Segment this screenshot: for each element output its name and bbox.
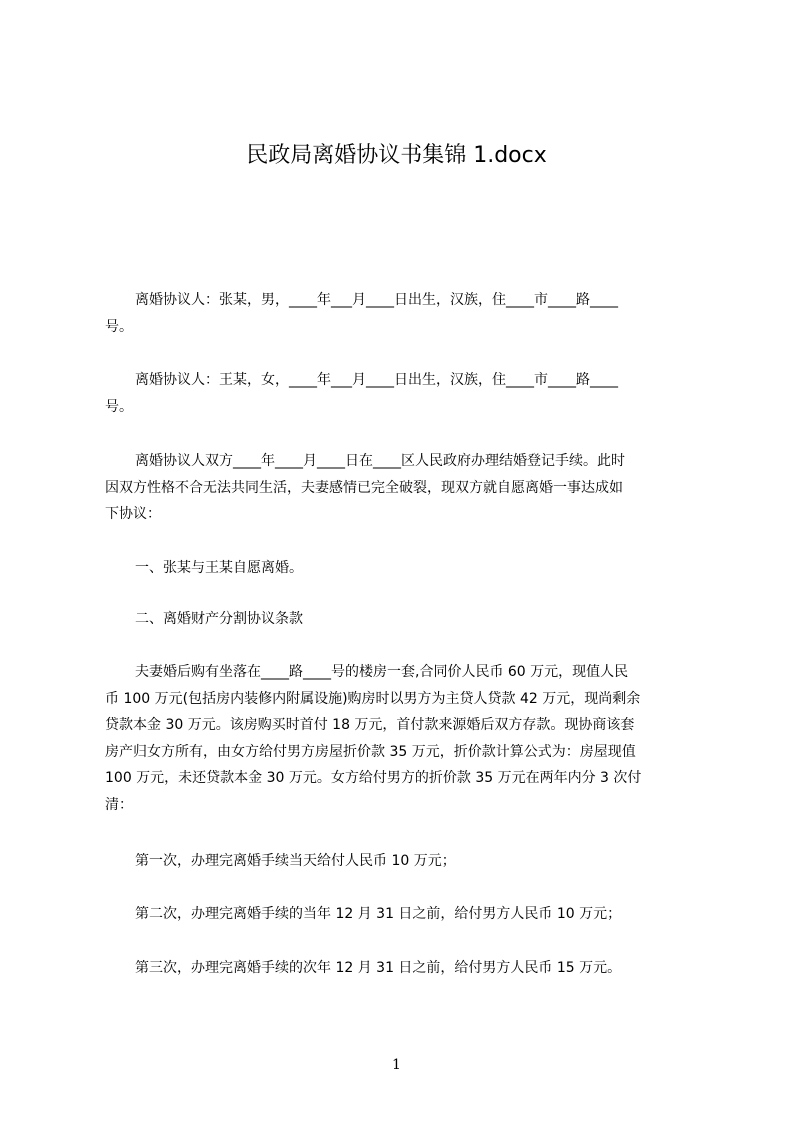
paragraph-payment-3	[105, 955, 695, 982]
paragraph-party-1	[105, 287, 695, 340]
paragraph-line: 币 100 万元(包括房内装修内附属设施)购房时以男方为主贷人贷款 42 万元，现尚剩余	[105, 690, 641, 707]
section-heading-1	[105, 555, 695, 582]
paragraph-line: 号。	[105, 398, 133, 415]
paragraph-line: 100 万元，未还贷款本金 30 万元。女方给付男方的折价款 35 万元在两年内分 3 次付	[105, 770, 642, 786]
paragraph-line: 清：	[105, 796, 133, 813]
section-heading-2	[105, 606, 695, 633]
paragraph-line: 房产归女方所有，由女方给付男方房屋折价款 35 万元，折价款计算公式为：房屋现值	[105, 743, 636, 760]
paragraph-line: 一、张某与王某自愿离婚。	[135, 560, 303, 576]
paragraph-marriage-registration	[105, 448, 695, 528]
paragraph-line: 离婚协议人双方____年____月____日在____区人民政府办理结婚登记手续。此时	[135, 453, 625, 469]
paragraph-line: 因双方性格不合无法共同生活，夫妻感情已完全破裂，现双方就自愿离婚一事达成如	[105, 479, 623, 496]
paragraph-line: 二、离婚财产分割协议条款	[135, 611, 303, 627]
paragraph-line: 贷款本金 30 万元。该房购买时首付 18 万元，首付款来源婚后双方存款。现协商该套	[105, 717, 635, 733]
paragraph-line: 下协议：	[105, 506, 161, 522]
paragraph-property	[105, 659, 695, 818]
paragraph-line: 第二次，办理完离婚手续的当年 12 月 31 日之前，给付男方人民币 10 万元；	[135, 906, 622, 922]
paragraph-line: 离婚协议人：张某，男，____年___月____日出生，汉族，住____市____路____	[135, 292, 618, 308]
paragraph-payment-1	[105, 848, 695, 875]
page-number: 1	[392, 1057, 401, 1073]
document-title: 民政局离婚协议书集锦 1.docx	[246, 143, 547, 168]
paragraph-line: 第三次，办理完离婚手续的次年 12 月 31 日之前，给付男方人民币 15 万元。	[135, 960, 622, 976]
paragraph-line: 夫妻婚后购有坐落在____路____号的楼房一套,合同价人民币 60 万元，现值人民	[135, 664, 629, 680]
paragraph-payment-2	[105, 901, 695, 928]
paragraph-line: 第一次，办理完离婚手续当天给付人民币 10 万元；	[135, 853, 456, 869]
paragraph-party-2	[105, 367, 695, 420]
paragraph-line: 离婚协议人：王某，女，____年___月____日出生，汉族，住____市____路____	[135, 372, 618, 388]
paragraph-line: 号。	[105, 318, 133, 335]
